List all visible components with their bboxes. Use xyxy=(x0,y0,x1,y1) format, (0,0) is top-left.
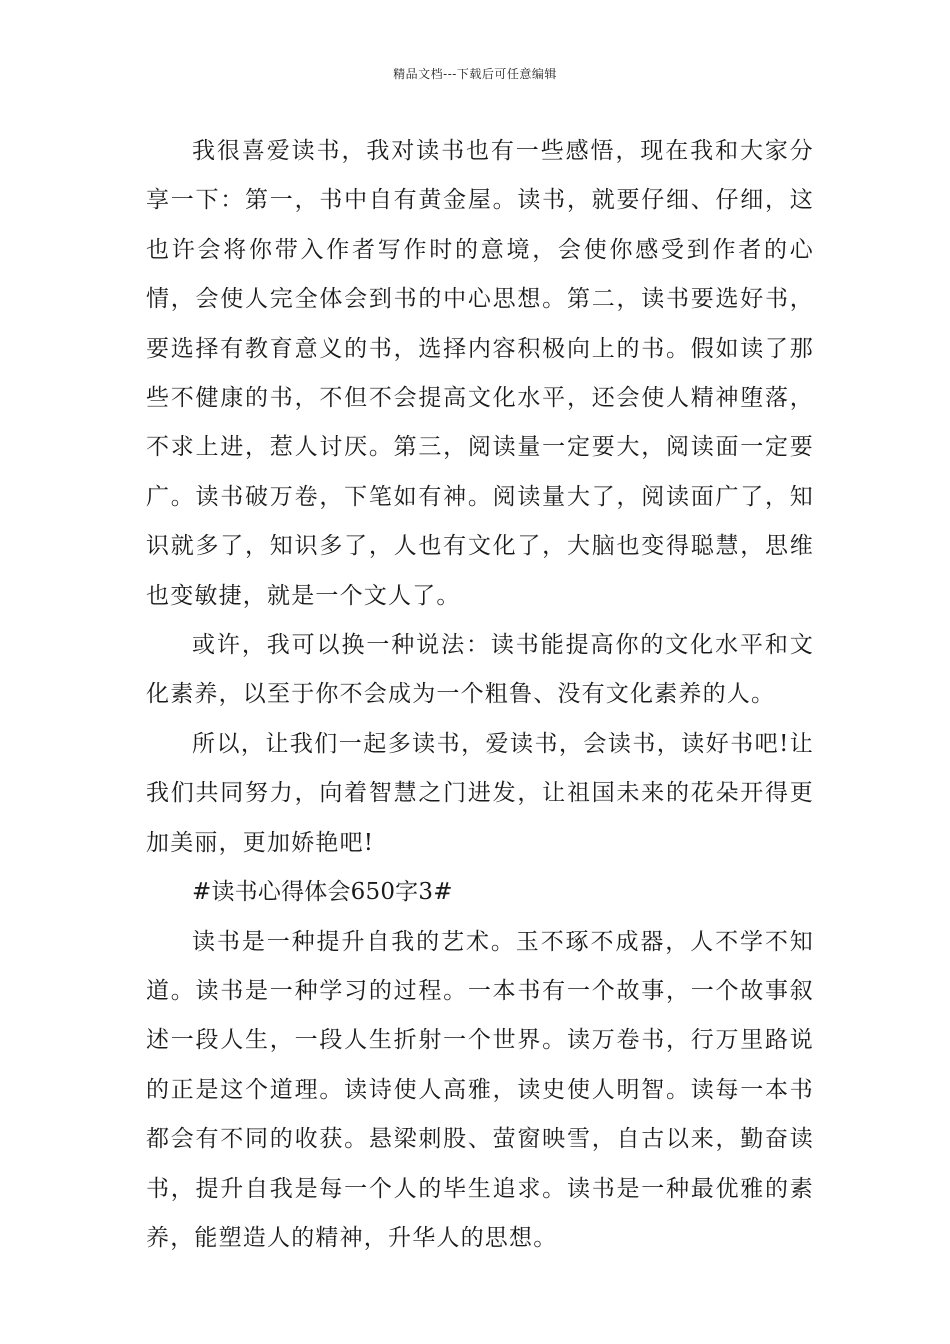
paragraph-2: 或许，我可以换一种说法：读书能提高你的文化水平和文化素养，以至于你不会成为一个粗鲁、没有文化素养的人。 xyxy=(146,632,814,708)
section-paragraph: 读书是一种提升自我的艺术。玉不琢不成器，人不学不知道。读书是一种学习的过程。一本书有一个故事，一个故事叙述一段人生，一段人生折射一个世界。读万卷书，行万里路说的正是这个道理。读诗使人高雅，读史使人明智。读每一本书都会有不同的收获。悬梁刺股、萤窗映雪，自古以来，勤奋读书，提升自我是每一个人的毕生追求。读书是一种最优雅的素养，能塑造人的精神，升华人的思想。 xyxy=(146,928,814,1251)
page-header: 精品文档---下载后可任意编辑 xyxy=(393,67,557,81)
paragraph-3: 所以，让我们一起多读书，爱读书，会读书，读好书吧!让我们共同努力，向着智慧之门进发，让祖国未来的花朵开得更加美丽，更加娇艳吧! xyxy=(146,730,814,856)
section-heading: #读书心得体会650字3# xyxy=(192,879,453,906)
paragraph-1: 我很喜爱读书，我对读书也有一些感悟，现在我和大家分享一下：第一，书中自有黄金屋。读书，就要仔细、仔细，这也许会将你带入作者写作时的意境，会使你感受到作者的心情，会使人完全体会到书的中心思想。第二，读书要选好书，要选择有教育意义的书，选择内容积极向上的书。假如读了那些不健康的书，不但不会提高文化水平，还会使人精神堕落，不求上进，惹人讨厌。第三，阅读量一定要大，阅读面一定要广。读书破万卷，下笔如有神。阅读量大了，阅读面广了，知识就多了，知识多了，人也有文化了，大脑也变得聪慧，思维也变敏捷，就是一个文人了。 xyxy=(146,138,814,609)
document-body xyxy=(146,127,814,1263)
